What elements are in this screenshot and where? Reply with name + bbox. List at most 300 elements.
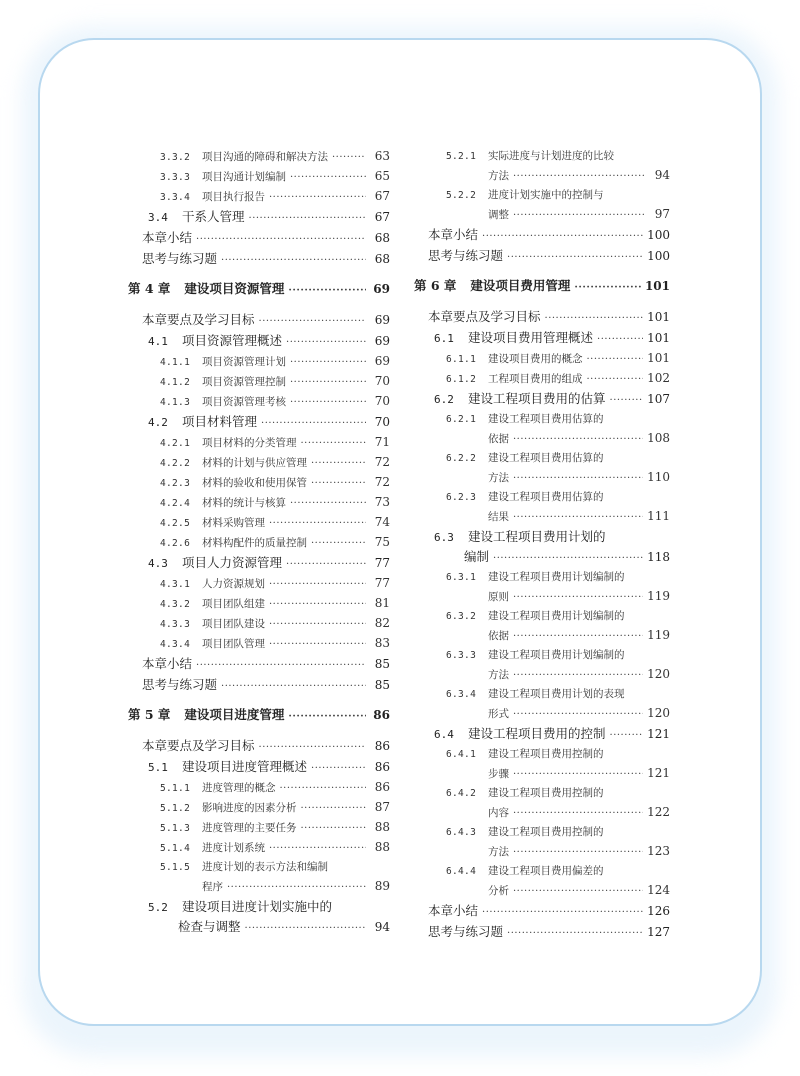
toc-title: 材料的计划与供应管理 <box>202 457 307 469</box>
section-number: 3.3.3 <box>160 172 191 183</box>
toc-title-continued: 检查与调整 <box>178 919 241 934</box>
toc-line <box>128 279 390 300</box>
toc-line-continued <box>414 626 670 646</box>
section-number: 4.2.3 <box>160 478 191 489</box>
page-number: 122 <box>647 805 670 819</box>
leader-dots <box>288 281 366 300</box>
toc-title: 建设项目费用的概念 <box>488 353 583 365</box>
section-number: 6.2.3 <box>446 492 477 503</box>
leader-dots <box>221 677 366 696</box>
toc-entry[interactable] <box>414 724 670 745</box>
section-number: 5.2.1 <box>446 151 477 162</box>
leader-dots <box>311 454 366 473</box>
toc-line <box>128 818 390 838</box>
page-number: 87 <box>374 800 390 814</box>
leader-dots <box>513 508 643 527</box>
toc-title: 进度管理的概念 <box>202 782 276 794</box>
leader-dots <box>513 588 643 607</box>
toc-title-continued: 依据 <box>488 630 509 642</box>
leader-dots <box>280 779 367 798</box>
chapter-number: 第 6 章 <box>414 278 457 293</box>
section-number: 4.3 <box>148 557 168 570</box>
toc-title: 建设工程项目费用控制的 <box>488 787 604 799</box>
leader-dots <box>513 627 643 646</box>
toc-entry[interactable] <box>128 574 390 594</box>
section-number: 4.2.6 <box>160 538 191 549</box>
toc-title: 实际进度与计划进度的比较 <box>488 150 614 162</box>
toc-entry[interactable] <box>128 778 390 798</box>
section-number: 6.4.3 <box>446 827 477 838</box>
leader-dots <box>587 370 644 389</box>
toc-line <box>414 527 670 547</box>
toc-line <box>414 186 670 205</box>
page-number: 101 <box>647 331 670 345</box>
toc-entry[interactable] <box>128 433 390 453</box>
leader-dots <box>269 575 366 594</box>
toc-line-continued <box>414 468 670 488</box>
toc-entry[interactable] <box>128 634 390 654</box>
toc-title: 思考与练习题 <box>428 248 504 263</box>
toc-title: 进度计划系统 <box>202 842 265 854</box>
toc-line <box>414 389 670 410</box>
toc-line <box>128 249 390 270</box>
toc-title: 影响进度的因素分析 <box>202 802 297 814</box>
page-number: 97 <box>654 207 670 221</box>
toc-line <box>128 675 390 696</box>
page-number: 71 <box>374 435 390 449</box>
page-number: 101 <box>647 310 670 324</box>
section-number: 6.2.2 <box>446 453 477 464</box>
page-number: 126 <box>647 904 670 918</box>
page-number: 121 <box>647 766 670 780</box>
toc-line <box>414 246 670 267</box>
toc-line <box>414 147 670 166</box>
section-number: 5.2 <box>148 901 168 914</box>
page-number: 67 <box>374 189 390 203</box>
toc-entry[interactable] <box>128 705 390 726</box>
section-number: 6.3.4 <box>446 689 477 700</box>
page-number: 101 <box>647 351 670 365</box>
toc-title: 建设工程项目费用计划的表现 <box>488 688 625 700</box>
page-number: 118 <box>647 550 670 564</box>
section-number: 6.3 <box>434 531 454 544</box>
toc-entry[interactable] <box>128 533 390 553</box>
toc-title: 本章要点及学习目标 <box>428 309 541 324</box>
section-number: 6.1.1 <box>446 354 477 365</box>
leader-dots <box>513 882 643 901</box>
page-number: 86 <box>374 760 390 774</box>
toc-title: 本章小结 <box>142 656 193 671</box>
toc-line <box>128 614 390 634</box>
toc-line <box>128 493 390 513</box>
toc-title-continued: 方法 <box>488 472 509 484</box>
page-number: 77 <box>374 576 390 590</box>
toc-line <box>128 594 390 614</box>
toc-entry[interactable] <box>414 246 670 267</box>
toc-title: 本章要点及学习目标 <box>142 738 255 753</box>
page-number: 108 <box>647 431 670 445</box>
toc-column-right <box>414 147 670 943</box>
toc-line <box>414 607 670 626</box>
toc-title: 项目团队组建 <box>202 598 265 610</box>
toc-entry[interactable] <box>414 784 670 823</box>
leader-dots <box>610 726 644 745</box>
toc-entry[interactable] <box>128 331 390 352</box>
toc-title-continued: 内容 <box>488 807 509 819</box>
toc-line <box>128 352 390 372</box>
toc-entry[interactable] <box>414 901 670 922</box>
toc-line <box>414 349 670 369</box>
section-number: 3.3.2 <box>160 152 191 163</box>
leader-dots <box>482 227 643 246</box>
page-number: 65 <box>374 169 390 183</box>
toc-line <box>414 568 670 587</box>
toc-entry[interactable] <box>414 410 670 449</box>
page-number: 68 <box>374 231 390 245</box>
page-number: 88 <box>374 820 390 834</box>
toc-entry[interactable] <box>128 412 390 433</box>
page-number: 100 <box>647 249 670 263</box>
toc-line-continued <box>414 205 670 225</box>
page-number: 70 <box>374 394 390 408</box>
toc-entry[interactable] <box>128 147 390 167</box>
toc-entry[interactable] <box>414 862 670 901</box>
toc-line <box>128 513 390 533</box>
toc-column-left <box>128 147 390 938</box>
toc-title-continued: 方法 <box>488 170 509 182</box>
toc-line <box>128 634 390 654</box>
page-number: 70 <box>374 374 390 388</box>
toc-entry[interactable] <box>128 392 390 412</box>
section-number: 4.1 <box>148 335 168 348</box>
toc-title: 思考与练习题 <box>428 924 504 939</box>
page-number: 88 <box>374 840 390 854</box>
toc-entry[interactable] <box>414 922 670 943</box>
toc-entry[interactable] <box>128 372 390 392</box>
page-number: 75 <box>374 535 390 549</box>
leader-dots <box>290 353 366 372</box>
leader-dots <box>311 759 366 778</box>
toc-line <box>414 410 670 429</box>
page-number: 67 <box>374 210 390 224</box>
leader-dots <box>301 434 367 453</box>
toc-entry[interactable] <box>414 186 670 225</box>
toc-line <box>414 225 670 246</box>
toc-line-continued <box>414 803 670 823</box>
page-number: 86 <box>373 708 390 722</box>
toc-title: 本章小结 <box>142 230 193 245</box>
leader-dots <box>196 230 366 249</box>
leader-dots <box>269 514 366 533</box>
toc-title: 项目资源管理控制 <box>202 376 286 388</box>
toc-title: 材料的验收和使用保管 <box>202 477 307 489</box>
toc-line-continued <box>128 917 390 938</box>
toc-line <box>128 838 390 858</box>
section-number: 6.4.2 <box>446 788 477 799</box>
section-number: 5.1.5 <box>160 862 191 873</box>
toc-entry[interactable] <box>414 646 670 685</box>
leader-dots <box>290 393 366 412</box>
toc-line <box>128 473 390 493</box>
toc-title: 材料的统计与核算 <box>202 497 286 509</box>
toc-entry[interactable] <box>414 276 670 297</box>
page-number: 127 <box>647 925 670 939</box>
toc-entry[interactable] <box>128 207 390 228</box>
toc-entry[interactable] <box>128 513 390 533</box>
toc-entry[interactable] <box>128 493 390 513</box>
section-number: 6.3.2 <box>446 611 477 622</box>
leader-dots <box>482 903 643 922</box>
page-number: 121 <box>647 727 670 741</box>
leader-dots <box>269 188 366 207</box>
toc-line-continued <box>414 507 670 527</box>
section-number: 6.4.1 <box>446 749 477 760</box>
toc-line <box>414 724 670 745</box>
toc-title: 人力资源规划 <box>202 578 265 590</box>
toc-entry[interactable] <box>128 453 390 473</box>
toc-entry[interactable] <box>128 736 390 757</box>
toc-entry[interactable] <box>414 488 670 527</box>
toc-entry[interactable] <box>128 614 390 634</box>
toc-line <box>128 412 390 433</box>
toc-entry[interactable] <box>128 473 390 493</box>
section-number: 6.1.2 <box>446 374 477 385</box>
toc-line <box>414 449 670 468</box>
toc-title: 思考与练习题 <box>142 677 218 692</box>
leader-dots <box>513 430 643 449</box>
toc-line-continued <box>414 881 670 901</box>
page-number: 70 <box>374 415 390 429</box>
toc-title: 项目资源管理考核 <box>202 396 286 408</box>
toc-title: 建设工程项目费用计划的 <box>468 529 606 544</box>
toc-title: 项目沟通的障碍和解决方法 <box>202 151 328 163</box>
leader-dots <box>290 168 366 187</box>
toc-entry[interactable] <box>414 225 670 246</box>
toc-entry[interactable] <box>128 675 390 696</box>
leader-dots <box>513 206 646 225</box>
leader-dots <box>597 330 643 349</box>
toc-title: 建设工程项目费用计划编制的 <box>488 649 625 661</box>
toc-line <box>128 897 390 917</box>
toc-title-continued: 原则 <box>488 591 509 603</box>
toc-title-continued: 调整 <box>488 209 509 221</box>
toc-title: 建设工程项目费用偏差的 <box>488 865 604 877</box>
toc-title: 项目团队管理 <box>202 638 265 650</box>
toc-title: 项目材料的分类管理 <box>202 437 297 449</box>
toc-line <box>414 862 670 881</box>
toc-entry[interactable] <box>128 310 390 331</box>
toc-entry[interactable] <box>128 818 390 838</box>
leader-dots <box>249 209 366 228</box>
leader-dots <box>286 333 366 352</box>
toc-title: 建设工程项目费用计划编制的 <box>488 610 625 622</box>
toc-title: 本章小结 <box>428 903 479 918</box>
leader-dots <box>259 738 366 757</box>
toc-entry[interactable] <box>128 279 390 300</box>
page-number: 100 <box>647 228 670 242</box>
toc-line <box>414 745 670 764</box>
toc-line <box>414 488 670 507</box>
leader-dots <box>269 595 366 614</box>
toc-entry[interactable] <box>414 685 670 724</box>
toc-entry[interactable] <box>128 654 390 675</box>
chapter-number: 第 4 章 <box>128 281 171 296</box>
toc-entry[interactable] <box>128 594 390 614</box>
toc-title: 建设工程项目费用计划编制的 <box>488 571 625 583</box>
section-number: 4.2.4 <box>160 498 191 509</box>
toc-line-continued <box>414 764 670 784</box>
toc-title: 建设工程项目费用估算的 <box>488 491 604 503</box>
page-number: 72 <box>374 455 390 469</box>
page-number: 81 <box>374 596 390 610</box>
page-number: 69 <box>373 282 390 296</box>
toc-title: 建设工程项目费用的估算 <box>468 391 606 406</box>
section-number: 5.1.1 <box>160 783 191 794</box>
toc-entry[interactable] <box>414 745 670 784</box>
toc-title: 进度管理的主要任务 <box>202 822 297 834</box>
leader-dots <box>245 919 366 938</box>
leader-dots <box>507 248 643 267</box>
page-number: 72 <box>374 475 390 489</box>
leader-dots <box>513 469 643 488</box>
toc-line <box>414 823 670 842</box>
page-number: 102 <box>647 371 670 385</box>
section-number: 6.4.4 <box>446 866 477 877</box>
toc-title-continued: 方法 <box>488 846 509 858</box>
section-number: 4.1.2 <box>160 377 191 388</box>
toc-line <box>128 757 390 778</box>
page-number: 86 <box>374 739 390 753</box>
section-number: 4.1.3 <box>160 397 191 408</box>
section-number: 4.3.4 <box>160 639 191 650</box>
section-number: 3.3.4 <box>160 192 191 203</box>
toc-title: 项目团队建设 <box>202 618 265 630</box>
page-number: 85 <box>374 657 390 671</box>
toc-entry[interactable] <box>414 307 670 328</box>
section-number: 4.2.5 <box>160 518 191 529</box>
toc-line <box>128 574 390 594</box>
toc-title: 工程项目费用的组成 <box>488 373 583 385</box>
toc-line-continued <box>414 665 670 685</box>
toc-entry[interactable] <box>128 897 390 938</box>
toc-line <box>128 736 390 757</box>
leader-dots <box>513 843 643 862</box>
toc-line <box>128 147 390 167</box>
section-number: 6.3.3 <box>446 650 477 661</box>
leader-dots <box>259 312 366 331</box>
toc-entry[interactable] <box>128 757 390 778</box>
toc-title: 建设项目资源管理 <box>184 281 285 296</box>
section-number: 4.3.1 <box>160 579 191 590</box>
toc-entry[interactable] <box>414 349 670 369</box>
toc-title: 建设工程项目费用控制的 <box>488 826 604 838</box>
section-number: 5.1.3 <box>160 823 191 834</box>
toc-entry[interactable] <box>128 798 390 818</box>
toc-title: 项目沟通计划编制 <box>202 171 286 183</box>
leader-dots <box>574 278 641 297</box>
section-number: 4.3.2 <box>160 599 191 610</box>
toc-line-continued <box>414 587 670 607</box>
toc-entry[interactable] <box>414 527 670 568</box>
toc-title: 材料构配件的质量控制 <box>202 537 307 549</box>
leader-dots <box>269 635 366 654</box>
toc-line <box>414 307 670 328</box>
toc-title: 项目人力资源管理 <box>182 555 283 570</box>
leader-dots <box>513 804 643 823</box>
toc-line <box>128 167 390 187</box>
toc-line <box>414 276 670 297</box>
leader-dots <box>196 656 366 675</box>
section-number: 4.2.1 <box>160 438 191 449</box>
page-number: 69 <box>374 313 390 327</box>
toc-entry[interactable] <box>414 369 670 389</box>
toc-line <box>414 901 670 922</box>
leader-dots <box>513 167 646 186</box>
toc-entry[interactable] <box>414 389 670 410</box>
toc-entry[interactable] <box>128 553 390 574</box>
leader-dots <box>227 878 366 897</box>
toc-entry[interactable] <box>128 249 390 270</box>
toc-entry[interactable] <box>128 167 390 187</box>
page-number: 110 <box>647 470 670 484</box>
toc-entry[interactable] <box>128 858 390 897</box>
toc-title: 建设工程项目费用控制的 <box>488 748 604 760</box>
toc-title-continued: 程序 <box>202 881 223 893</box>
toc-entry[interactable] <box>128 352 390 372</box>
toc-title: 思考与练习题 <box>142 251 218 266</box>
toc-title: 进度计划实施中的控制与 <box>488 189 604 201</box>
toc-line-continued <box>414 704 670 724</box>
toc-title: 建设项目进度计划实施中的 <box>182 899 333 914</box>
toc-line <box>128 392 390 412</box>
section-number: 6.4 <box>434 728 454 741</box>
toc-entry[interactable] <box>414 607 670 646</box>
toc-line <box>414 646 670 665</box>
section-number: 6.1 <box>434 332 454 345</box>
toc-entry[interactable] <box>128 838 390 858</box>
page-number: 119 <box>647 589 670 603</box>
toc-entry[interactable] <box>414 568 670 607</box>
toc-title-continued: 编制 <box>464 549 490 564</box>
toc-line <box>414 685 670 704</box>
toc-title: 建设项目费用管理 <box>470 278 571 293</box>
toc-line <box>128 228 390 249</box>
page-number: 73 <box>374 495 390 509</box>
toc-title-continued: 形式 <box>488 708 509 720</box>
toc-entry[interactable] <box>414 823 670 862</box>
leader-dots <box>311 534 366 553</box>
toc-line <box>128 433 390 453</box>
leader-dots <box>286 555 366 574</box>
toc-title: 建设项目进度管理概述 <box>182 759 308 774</box>
toc-line <box>414 922 670 943</box>
page-number: 94 <box>374 920 390 934</box>
toc-entry[interactable] <box>414 147 670 186</box>
toc-title-continued: 方法 <box>488 669 509 681</box>
toc-entry[interactable] <box>128 187 390 207</box>
toc-entry[interactable] <box>414 449 670 488</box>
toc-entry[interactable] <box>128 228 390 249</box>
section-number: 4.2.2 <box>160 458 191 469</box>
toc-title: 建设工程项目费用估算的 <box>488 413 604 425</box>
toc-line <box>128 654 390 675</box>
toc-entry[interactable] <box>414 328 670 349</box>
toc-line <box>128 533 390 553</box>
toc-line-continued <box>414 842 670 862</box>
leader-dots <box>290 494 366 513</box>
leader-dots <box>587 350 644 369</box>
page-number: 120 <box>647 706 670 720</box>
